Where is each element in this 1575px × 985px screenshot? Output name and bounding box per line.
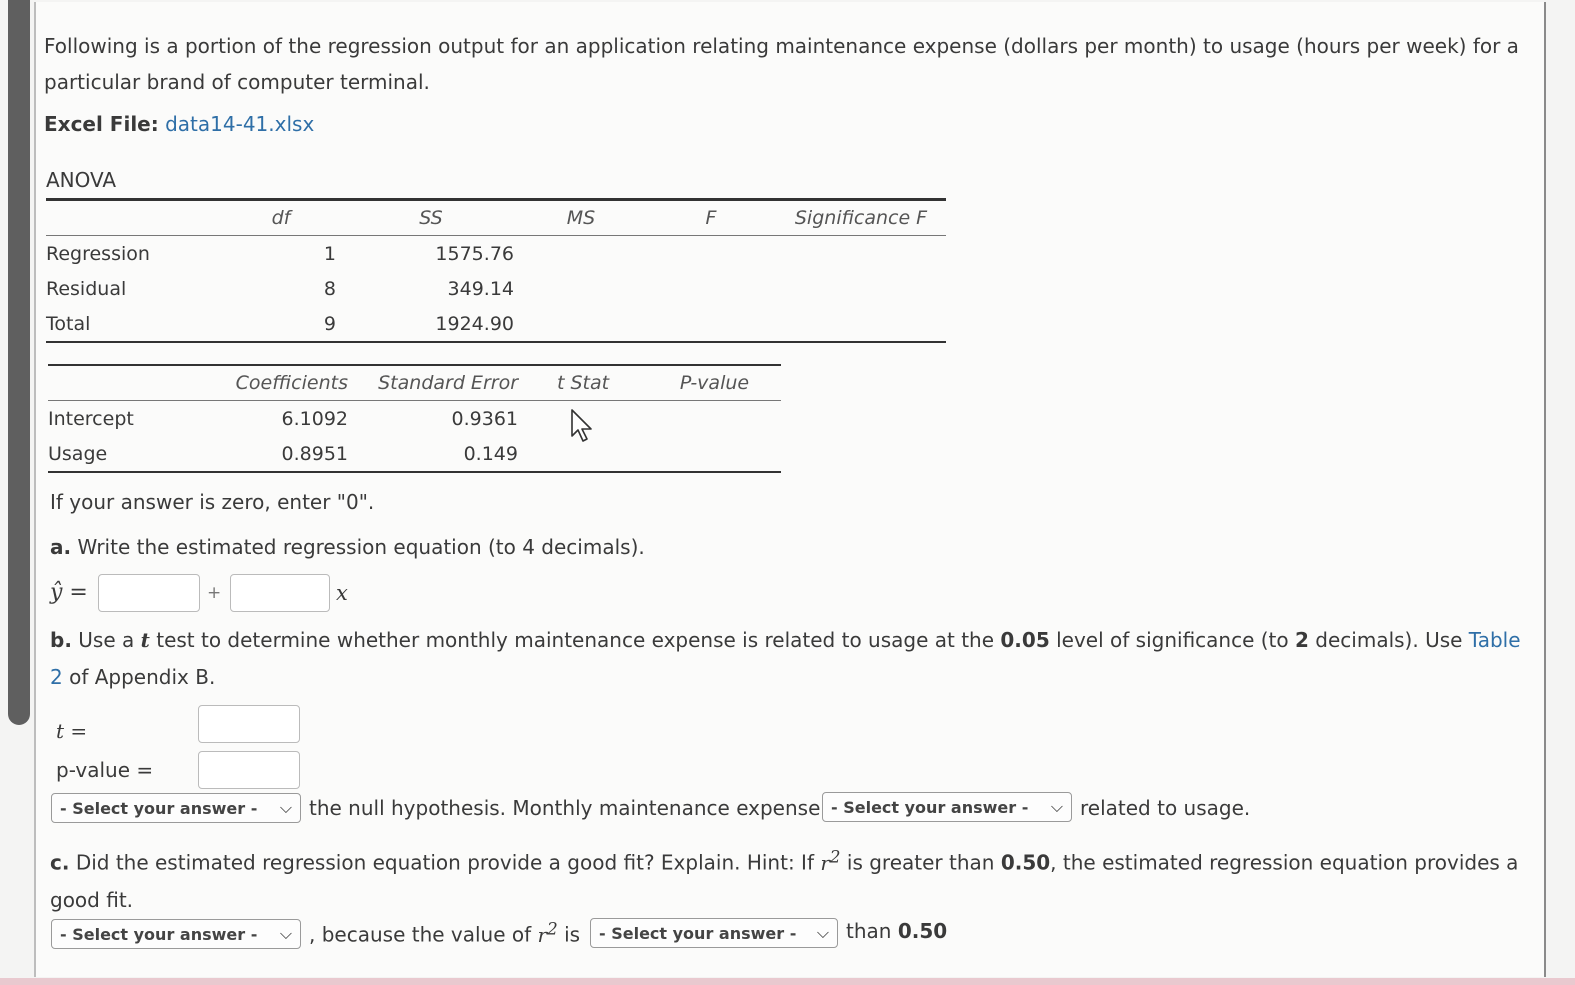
ss-cell: 349.14 <box>447 277 514 300</box>
part-b-level: 0.05 <box>1000 628 1050 652</box>
slope-input[interactable] <box>230 574 330 612</box>
table-row <box>46 236 946 272</box>
t-label: t = <box>56 719 88 743</box>
se-cell: 0.149 <box>463 442 518 465</box>
y-hat-symbol: ŷ = <box>50 580 88 605</box>
table-row <box>46 271 946 306</box>
greater-less-select[interactable] <box>590 918 838 948</box>
bottom-bar <box>0 978 1575 985</box>
select-text: - Select your answer - <box>60 924 258 944</box>
coef-header-standard-error: Standard Error <box>378 372 518 394</box>
sentence-c-value: 0.50 <box>897 919 948 943</box>
part-c-text-2: is greater than <box>846 850 995 875</box>
p-value-label: p-value = <box>56 758 154 782</box>
ss-cell: 1924.90 <box>435 312 514 335</box>
coef-header-coefficients: Coefficients <box>235 372 348 394</box>
r-squared-symbol: $r^2$ <box>820 847 841 875</box>
df-cell: 1 <box>323 242 336 265</box>
coef-cell: 6.1092 <box>281 407 348 430</box>
select-text: - Select your answer - <box>599 923 797 943</box>
coef-header-p-value: P-value <box>679 372 750 394</box>
table-row <box>48 401 781 437</box>
mouse-cursor-icon <box>570 408 596 444</box>
part-b-text-5: of Appendix B. <box>69 665 216 689</box>
ss-cell: 1575.76 <box>435 242 514 265</box>
part-b-decimals: 2 <box>1295 628 1309 652</box>
row-label: Regression <box>46 242 150 265</box>
sentence-c-mid: , because the value of <box>309 922 532 947</box>
part-b-text-1: Use a <box>78 628 135 652</box>
coef-cell: 0.8951 <box>281 442 348 465</box>
anova-title: ANOVA <box>46 168 117 192</box>
row-label: Residual <box>46 277 127 300</box>
anova-header-blank <box>46 200 216 236</box>
scrollbar[interactable] <box>8 0 30 725</box>
part-b-t: t <box>140 628 150 652</box>
row-label: Intercept <box>48 407 134 430</box>
part-c-text-3: , the estimated regression equation provides a good fit. <box>50 850 1519 912</box>
df-cell: 8 <box>323 277 336 300</box>
t-stat-input[interactable] <box>198 705 300 743</box>
anova-header-f: F <box>705 207 717 229</box>
intro-text: Following is a portion of the regression output for an application relating maintenance expense (dollars per month) to usage (hours per week) for a particular brand of computer terminal. <box>44 34 1519 94</box>
chevron-down-icon: ⌵ <box>816 923 829 942</box>
chevron-down-icon: ⌵ <box>279 924 292 943</box>
select-text: - Select your answer - <box>60 798 258 818</box>
part-b-text-2: test to determine whether monthly maintenance expense is related to usage at the <box>156 628 995 652</box>
sentence-b-end: related to usage. <box>1080 796 1251 820</box>
zero-note: If your answer is zero, enter "0". <box>50 490 375 514</box>
table-2-link[interactable]: Table 2 <box>50 628 1521 689</box>
coef-header-t-stat: t Stat <box>556 372 610 394</box>
row-label: Total <box>46 312 91 335</box>
part-c-value: 0.50 <box>1000 850 1051 875</box>
sentence-c-is: is <box>564 922 581 947</box>
sentence-c-line <box>309 919 580 947</box>
intercept-input[interactable] <box>98 574 200 612</box>
sentence-c-end <box>846 919 947 943</box>
table-row <box>46 306 946 342</box>
r-squared-symbol: $r^2$ <box>537 919 558 947</box>
anova-header-df: df <box>271 207 291 229</box>
coef-header-blank <box>48 365 218 401</box>
part-b-text-3: level of significance (to <box>1056 628 1289 652</box>
part-c-text-1: Did the estimated regression equation provide a good fit? Explain. Hint: If <box>75 850 814 875</box>
part-c-prompt <box>50 838 1535 919</box>
question-panel <box>34 2 1546 977</box>
excel-file-link[interactable]: data14-41.xlsx <box>165 112 315 136</box>
part-c-label: c. <box>50 850 70 875</box>
anova-header-ms: MS <box>566 207 596 229</box>
row-label: Usage <box>48 442 108 465</box>
chevron-down-icon: ⌵ <box>279 798 292 817</box>
chevron-down-icon: ⌵ <box>1050 797 1063 816</box>
plus-sign: + <box>207 583 222 603</box>
coef-header-row <box>48 365 781 401</box>
part-b-text-4: decimals). Use <box>1315 628 1463 652</box>
part-a-prompt <box>50 535 645 559</box>
p-value-input[interactable] <box>198 751 300 789</box>
table-row <box>48 436 781 472</box>
excel-file-line <box>44 112 314 136</box>
sentence-b-mid: the null hypothesis. Monthly maintenance expense <box>309 796 821 820</box>
coefficients-table <box>48 364 781 473</box>
excel-file-label: Excel File: <box>44 112 159 136</box>
anova-header-significance-f: Significance F <box>794 207 928 229</box>
part-b-prompt <box>50 622 1530 696</box>
sentence-c-than: than <box>846 919 892 943</box>
part-a-text: Write the estimated regression equation (to 4 decimals). <box>77 535 645 559</box>
null-hypothesis-select[interactable] <box>51 793 301 823</box>
anova-header-row <box>46 200 946 236</box>
anova-table <box>46 198 946 343</box>
df-cell: 9 <box>323 312 336 335</box>
part-a-label: a. <box>50 535 72 559</box>
part-b-label: b. <box>50 628 72 652</box>
related-select[interactable] <box>822 792 1072 822</box>
x-variable: x <box>336 581 348 605</box>
anova-header-ss: SS <box>419 207 443 229</box>
good-fit-select[interactable] <box>51 919 301 949</box>
select-text: - Select your answer - <box>831 797 1029 817</box>
se-cell: 0.9361 <box>451 407 518 430</box>
